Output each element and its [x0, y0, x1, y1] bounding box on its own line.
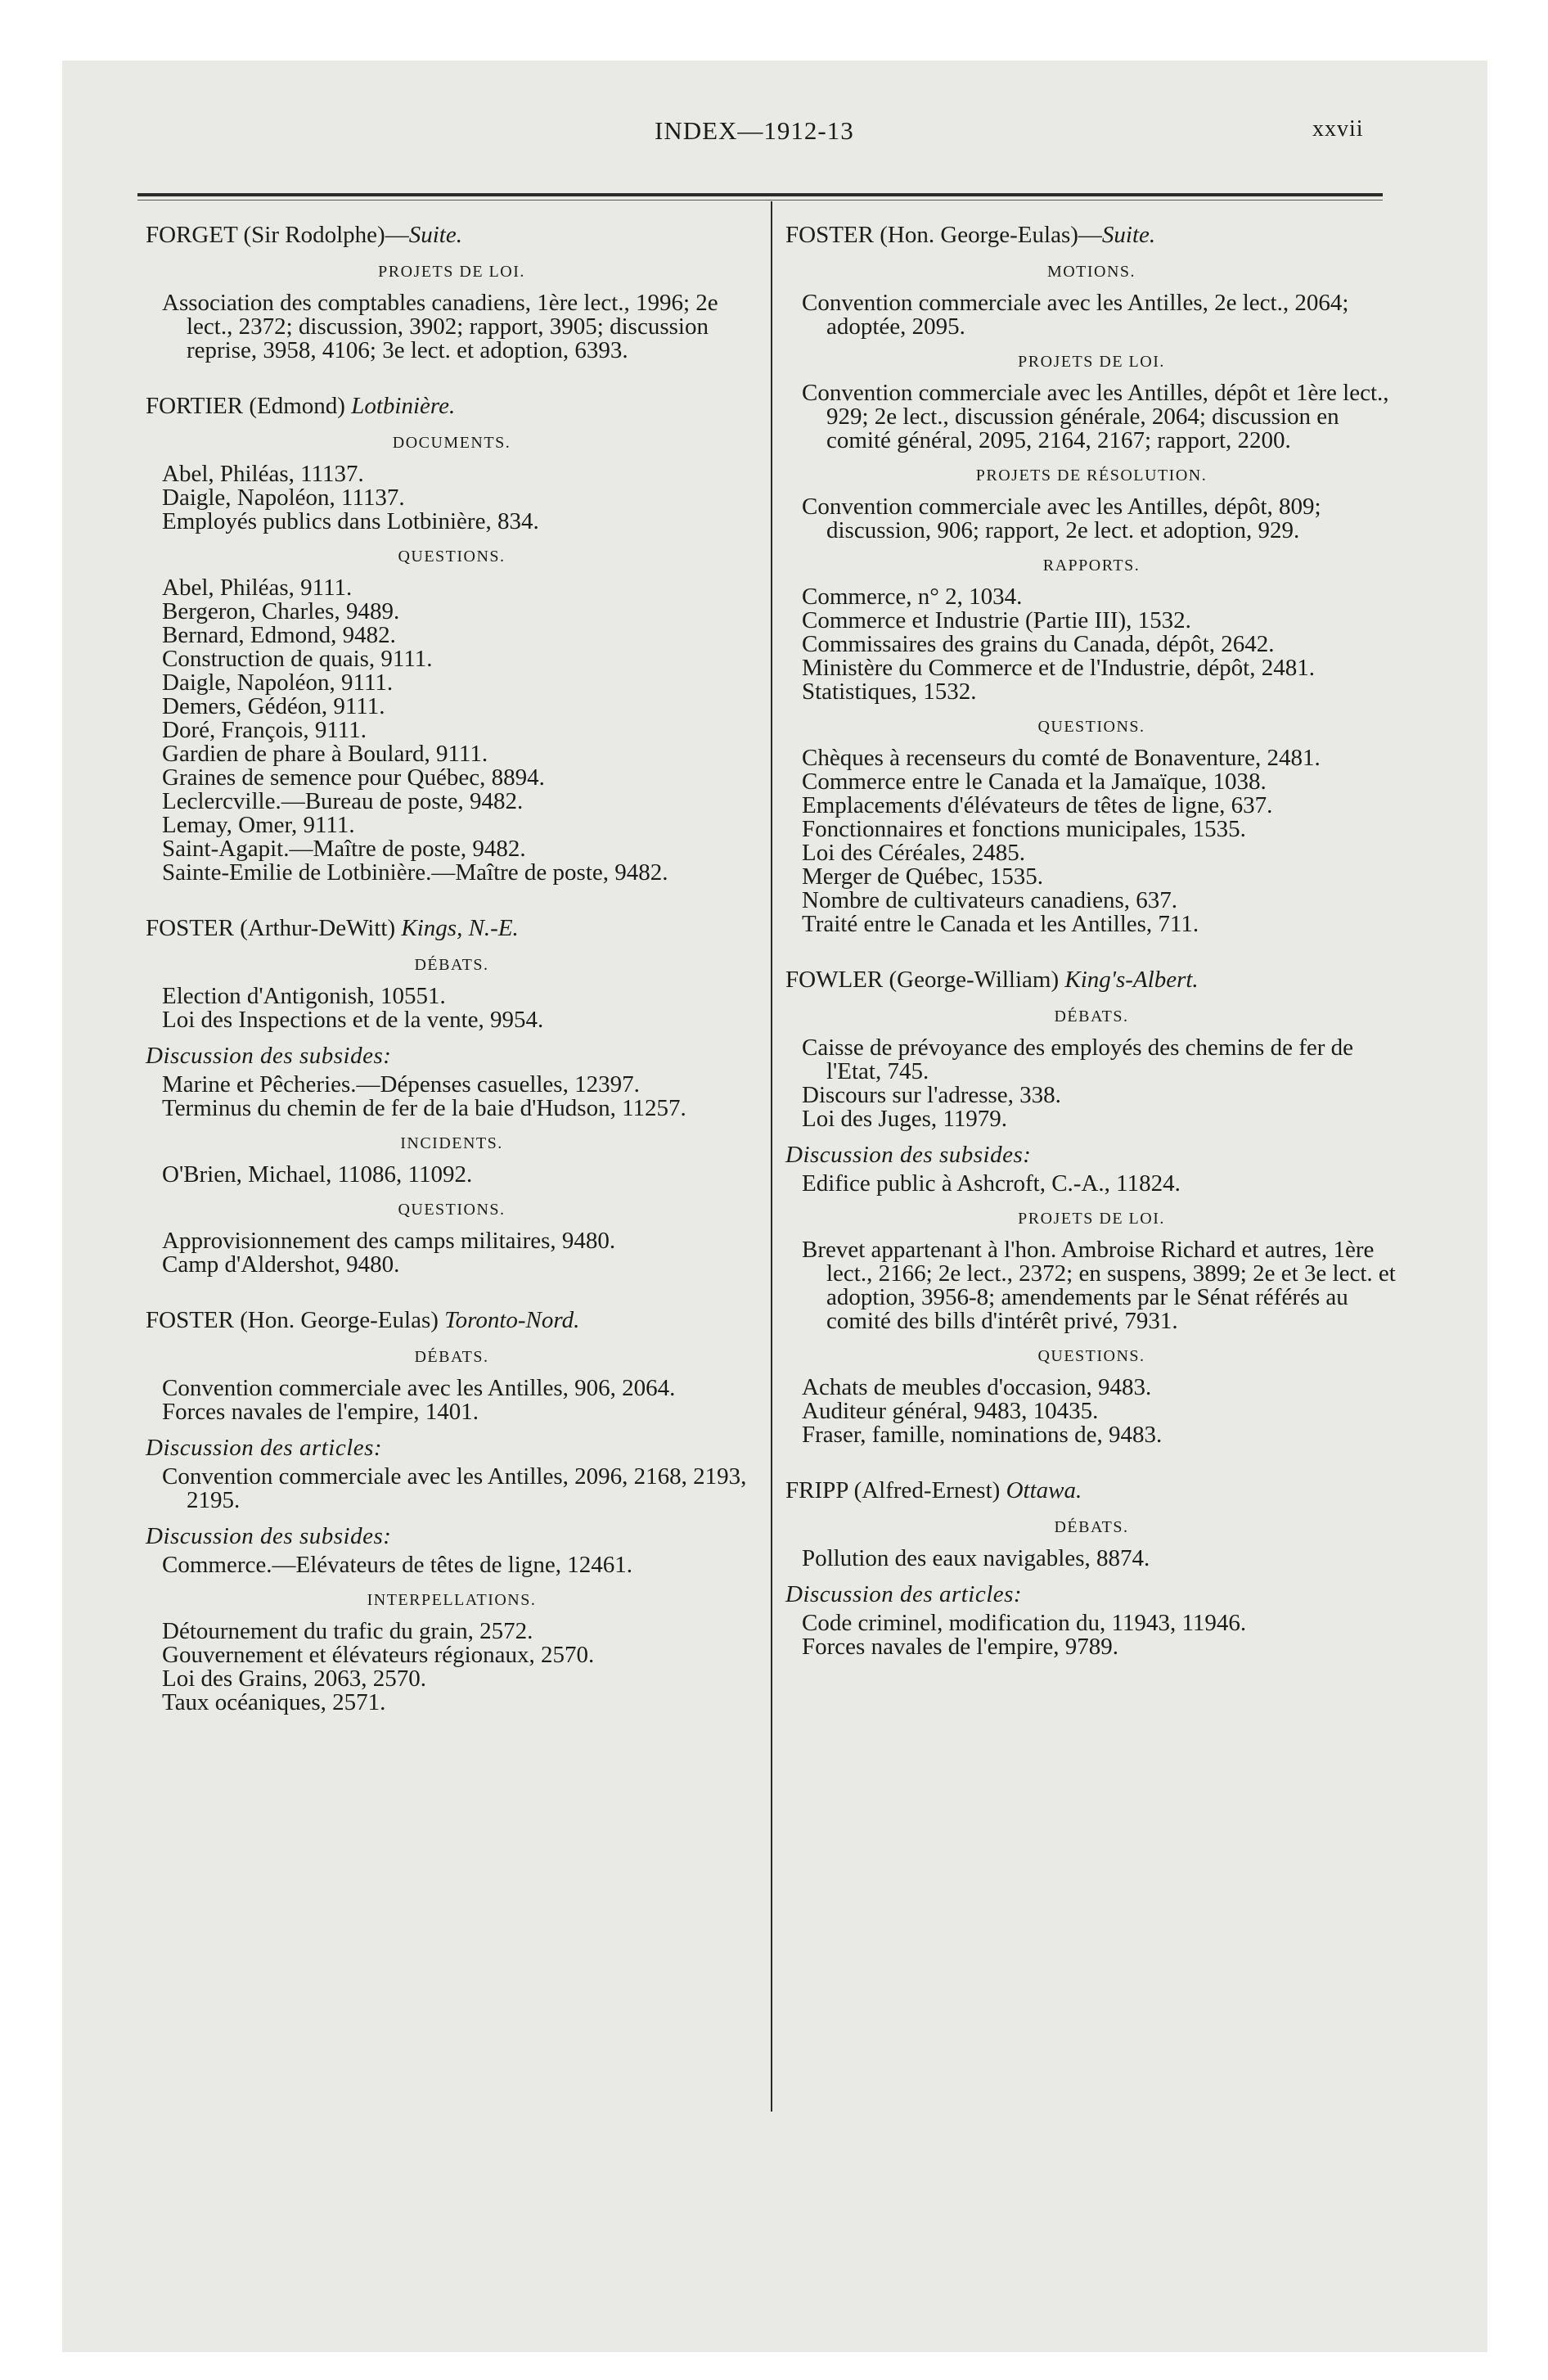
index-item: Convention commerciale avec les Antilles, 2e lect., 2064; adoptée, 2095. — [802, 290, 1349, 340]
index-item: Edifice public à Ashcroft, C.-A., 11824. — [802, 1170, 1181, 1197]
index-item: Achats de meubles d'occasion, 9483. — [802, 1374, 1152, 1400]
entry-heading — [146, 1306, 758, 1334]
index-item: Pollution des eaux navigables, 8874. — [802, 1545, 1150, 1571]
right-column — [785, 221, 1397, 1659]
entry-details: (Sir Rodolphe)— — [237, 222, 409, 248]
index-item: Commerce et Industrie (Partie III), 1532. — [802, 607, 1191, 633]
index-item: Ministère du Commerce et de l'Industrie, dépôt, 2481. — [802, 655, 1315, 681]
index-item: Saint-Agapit.—Maître de poste, 9482. — [162, 836, 526, 862]
subsection-heading: Discussion des subsides: — [146, 1043, 392, 1069]
index-item: Leclercville.—Bureau de poste, 9482. — [162, 788, 524, 814]
index-item: Daigle, Napoléon, 11137. — [162, 485, 405, 511]
index-item: Association des comptables canadiens, 1ère lect., 1996; 2e lect., 2372; discussion, 3902; rapport, 3905; discussion reprise, 3958, 4106; 3e lect. et adoption, 6393. — [162, 290, 718, 363]
index-item: Bernard, Edmond, 9482. — [162, 622, 396, 648]
entry-name: FOSTER — [146, 1307, 234, 1333]
page-number: xxvii — [1312, 116, 1364, 142]
entry-constituency: Toronto-Nord. — [438, 1307, 580, 1333]
section-heading: DÉBATS. — [1054, 1007, 1129, 1025]
index-item: Gardien de phare à Boulard, 9111. — [162, 741, 488, 767]
entry-constituency: Suite. — [408, 222, 462, 248]
index-item: Loi des Inspections et de la vente, 9954. — [162, 1007, 544, 1033]
entry-name: FOSTER — [146, 915, 234, 941]
entry-details: (Alfred-Ernest) — [848, 1477, 1001, 1503]
index-item: Discours sur l'adresse, 338. — [802, 1082, 1061, 1108]
index-item: Approvisionnement des camps militaires, 9480. — [162, 1228, 616, 1254]
index-item: Fraser, famille, nominations de, 9483. — [802, 1422, 1163, 1448]
index-item: Loi des Juges, 11979. — [802, 1106, 1008, 1132]
index-item: Abel, Philéas, 9111. — [162, 575, 353, 601]
section-heading: QUESTIONS. — [1037, 718, 1145, 736]
index-item: Taux océaniques, 2571. — [162, 1689, 386, 1715]
index-item: O'Brien, Michael, 11086, 11092. — [162, 1161, 473, 1188]
entry-heading — [146, 914, 758, 942]
section-heading: DÉBATS. — [1054, 1518, 1129, 1536]
index-item: Code criminel, modification du, 11943, 11946. — [802, 1610, 1247, 1636]
index-item: Election d'Antigonish, 10551. — [162, 983, 446, 1009]
section-heading: QUESTIONS. — [398, 1201, 506, 1219]
section-heading: PROJETS DE RÉSOLUTION. — [975, 467, 1208, 485]
subsection-heading: Discussion des articles: — [785, 1581, 1023, 1607]
entry-heading — [785, 966, 1397, 994]
entry-name: FRIPP — [785, 1477, 848, 1503]
index-item: Chèques à recenseurs du comté de Bonaventure, 2481. — [802, 745, 1321, 771]
index-item: Caisse de prévoyance des employés des chemins de fer de l'Etat, 745. — [802, 1034, 1354, 1084]
entry-constituency: King's-Albert. — [1059, 967, 1199, 993]
index-item: Marine et Pêcheries.—Dépenses casuelles, 12397. — [162, 1071, 640, 1098]
entry-name: FOWLER — [785, 967, 884, 993]
index-item: Camp d'Aldershot, 9480. — [162, 1251, 400, 1278]
index-item: Daigle, Napoléon, 9111. — [162, 669, 394, 696]
column-divider — [771, 201, 772, 2112]
index-item: Commerce entre le Canada et la Jamaïque, 1038. — [802, 769, 1267, 795]
entry-name: FORTIER — [146, 393, 244, 419]
section-heading: INCIDENTS. — [400, 1134, 503, 1152]
index-item: Commissaires des grains du Canada, dépôt, 2642. — [802, 631, 1275, 657]
index-item: Convention commerciale avec les Antilles, 906, 2064. — [162, 1375, 676, 1401]
entry-name: FOSTER — [785, 222, 874, 248]
index-item: Emplacements d'élévateurs de têtes de ligne, 637. — [802, 792, 1273, 818]
index-item: Abel, Philéas, 11137. — [162, 461, 364, 487]
section-heading: DÉBATS. — [414, 1348, 489, 1366]
section-heading: MOTIONS. — [1046, 263, 1136, 281]
index-item: Détournement du trafic du grain, 2572. — [162, 1618, 533, 1644]
section-heading: DÉBATS. — [414, 956, 489, 974]
index-item: Demers, Gédéon, 9111. — [162, 693, 385, 719]
entry-heading — [785, 221, 1397, 249]
index-item: Terminus du chemin de fer de la baie d'Hudson, 11257. — [162, 1095, 686, 1121]
index-item: Lemay, Omer, 9111. — [162, 812, 355, 838]
index-item: Loi des Céréales, 2485. — [802, 840, 1026, 866]
index-item: Gouvernement et élévateurs régionaux, 2570. — [162, 1642, 595, 1668]
entry-details: (George-William) — [883, 967, 1060, 993]
section-heading: INTERPELLATIONS. — [367, 1591, 537, 1609]
section-heading: QUESTIONS. — [1037, 1347, 1145, 1365]
index-item: Commerce, n° 2, 1034. — [802, 584, 1023, 610]
index-item: Convention commerciale avec les Antilles, dépôt, 809; discussion, 906; rapport, 2e lect. et adoption, 929. — [802, 494, 1321, 543]
entry-heading — [785, 1476, 1397, 1504]
entry-constituency: Suite. — [1101, 222, 1156, 248]
entry-spacer — [146, 1277, 758, 1306]
header-rule — [137, 193, 1383, 196]
section-heading: QUESTIONS. — [398, 548, 506, 566]
index-item: Convention commerciale avec les Antilles, 2096, 2168, 2193, 2195. — [162, 1463, 747, 1513]
entry-details: (Arthur-DeWitt) — [233, 915, 396, 941]
entry-spacer — [146, 363, 758, 392]
entry-constituency: Ottawa. — [1000, 1477, 1082, 1503]
index-item: Merger de Québec, 1535. — [802, 863, 1043, 890]
index-item: Forces navales de l'empire, 1401. — [162, 1399, 479, 1425]
index-item: Doré, François, 9111. — [162, 717, 367, 743]
entry-details: (Edmond) — [243, 393, 345, 419]
index-item: Bergeron, Charles, 9489. — [162, 598, 400, 624]
entry-details: (Hon. George-Eulas)— — [873, 222, 1102, 248]
index-item: Traité entre le Canada et les Antilles, 711. — [802, 911, 1199, 937]
page-title: INDEX—1912-13 — [655, 116, 854, 145]
index-item: Convention commerciale avec les Antilles, dépôt et 1ère lect., 929; 2e lect., discussion générale, 2064; discussion en comité général, 2095, 2164, 2167; rapport, 2200. — [802, 380, 1389, 453]
index-item: Employés publics dans Lotbinière, 834. — [162, 508, 539, 534]
index-item: Construction de quais, 9111. — [162, 646, 433, 672]
section-heading: DOCUMENTS. — [392, 434, 511, 452]
section-heading: RAPPORTS. — [1042, 557, 1141, 575]
index-item: Loi des Grains, 2063, 2570. — [162, 1666, 426, 1692]
entry-name: FORGET — [146, 222, 238, 248]
index-item: Statistiques, 1532. — [802, 678, 977, 705]
index-item: Nombre de cultivateurs canadiens, 637. — [802, 887, 1178, 913]
index-item: Auditeur général, 9483, 10435. — [802, 1398, 1099, 1424]
entry-details: (Hon. George-Eulas) — [233, 1307, 439, 1333]
section-heading: PROJETS DE LOI. — [378, 263, 525, 281]
index-item: Commerce.—Elévateurs de têtes de ligne, 12461. — [162, 1552, 632, 1578]
entry-heading — [146, 221, 758, 249]
section-heading: PROJETS DE LOI. — [1018, 353, 1165, 371]
entry-heading — [146, 392, 758, 420]
index-item: Sainte-Emilie de Lotbinière.—Maître de poste, 9482. — [162, 859, 668, 886]
subsection-heading: Discussion des articles: — [146, 1435, 383, 1461]
index-item: Fonctionnaires et fonctions municipales, 1535. — [802, 816, 1246, 842]
index-item: Brevet appartenant à l'hon. Ambroise Richard et autres, 1ère lect., 2166; 2e lect., 2372; en suspens, 3899; 2e et 3e lect. et adoption, 3956-8; amendements par le Sénat référés au comité des bills d'intérêt privé, 7931. — [802, 1237, 1396, 1334]
left-column — [146, 221, 758, 1715]
header-rule-thin — [137, 200, 1383, 201]
entry-spacer — [785, 1447, 1397, 1476]
index-item: Graines de semence pour Québec, 8894. — [162, 764, 545, 791]
entry-spacer — [785, 936, 1397, 966]
subsection-heading: Discussion des subsides: — [785, 1142, 1032, 1168]
entry-spacer — [146, 885, 758, 914]
running-header — [0, 116, 1548, 149]
section-heading: PROJETS DE LOI. — [1018, 1210, 1165, 1228]
subsection-heading: Discussion des subsides: — [146, 1523, 392, 1549]
entry-constituency: Lotbinière. — [344, 393, 456, 419]
entry-constituency: Kings, N.-E. — [395, 915, 519, 941]
index-item: Forces navales de l'empire, 9789. — [802, 1634, 1118, 1660]
